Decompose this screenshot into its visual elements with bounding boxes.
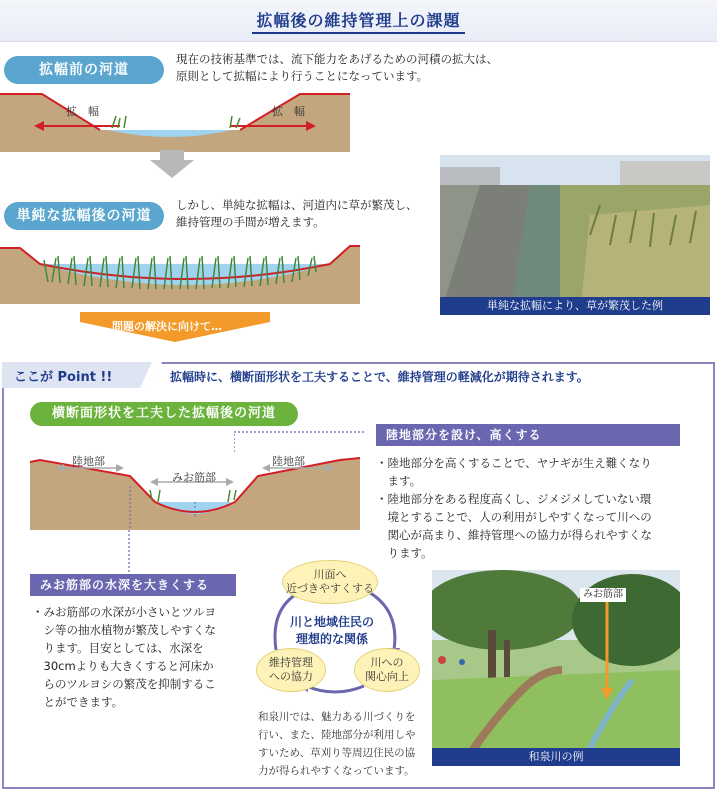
land-heading: 陸地部分を設け、高くする — [376, 424, 680, 446]
before-cross-section-diagram — [0, 88, 350, 152]
water-heading: みお筋部の水深を大きくする — [30, 574, 236, 596]
diagram-land-right-label: 陸地部 — [272, 455, 305, 468]
improved-river-label: 横断面形状を工夫した拡幅後の河道 — [30, 402, 298, 426]
izumi-river-note: 和泉川では、魅力ある川づくりを 行い、また、陸地部分が利用しや すいため、草刈り等周辺住民の協 力が得られやすくなっています。 — [258, 711, 416, 777]
page-title: 拡幅後の維持管理上の課題 — [0, 8, 717, 31]
after-description: しかし、単純な拡幅は、河道内に草が繁茂し、 維持管理の手間が増えます。 — [176, 198, 418, 229]
diagram-land-left-label: 陸地部 — [72, 455, 105, 468]
before-label: 拡幅前の河道 — [4, 56, 164, 84]
channel-pointer-arrow-icon — [600, 602, 614, 702]
down-arrow-icon — [150, 160, 194, 178]
izumi-river-photo — [432, 570, 680, 766]
cycle-node-top: 川面へ 近づきやすくする — [282, 560, 378, 604]
water-bullets: ・みお筋部の水深が小さいとツルヨ シ等の抽水植物が繁茂しやすくな ります。目安としては、水深を 30cmよりも大きくすると河床か らのツルヨシの繁茂を抑制するこ とができます。 — [32, 605, 216, 709]
before-description: 現在の技術基準では、流下能力をあげるための河積の拡大は、 原則として拡幅により行うことになっています。 — [176, 52, 498, 83]
after-cross-section-diagram — [0, 236, 360, 304]
cycle-node-right: 川への 関心向上 — [354, 648, 420, 692]
land-bullets: ・陸地部分を高くすることで、ヤナギが生え難くなり ます。 ・陸地部分をある程度高くし、ジメジメしていない環 境とすることで、人の利用がしやすくなって川への 関心が高まり、維持管理への協力が得られやすくな ります。 — [376, 456, 652, 560]
cycle-center-title: 川と地域住民の 理想的な関係 — [289, 615, 374, 646]
transition-arrow-label: 問題の解決に向けて… — [112, 320, 222, 333]
point-headline: 拡幅時に、横断面形状を工夫することで、維持管理の軽減化が期待されます。 — [170, 370, 589, 384]
water-connector — [126, 530, 132, 574]
land-connector — [234, 428, 374, 454]
photo-bottom-caption: 和泉川の例 — [432, 748, 680, 766]
after-label: 単純な拡幅後の河道 — [4, 202, 164, 230]
diagram-channel-label: みお筋部 — [172, 471, 216, 484]
photo-top-caption: 単純な拡幅により、草が繁茂した例 — [440, 297, 710, 315]
widen-label-right: 拡 幅 — [272, 105, 305, 118]
cycle-node-left: 維持管理 への協力 — [256, 648, 326, 692]
channel-photo-label: みお筋部 — [580, 588, 626, 602]
widen-label-left: 拡 幅 — [66, 105, 99, 118]
point-tab-label: ここが Point !! — [14, 370, 113, 385]
overgrown-river-photo — [440, 155, 710, 315]
